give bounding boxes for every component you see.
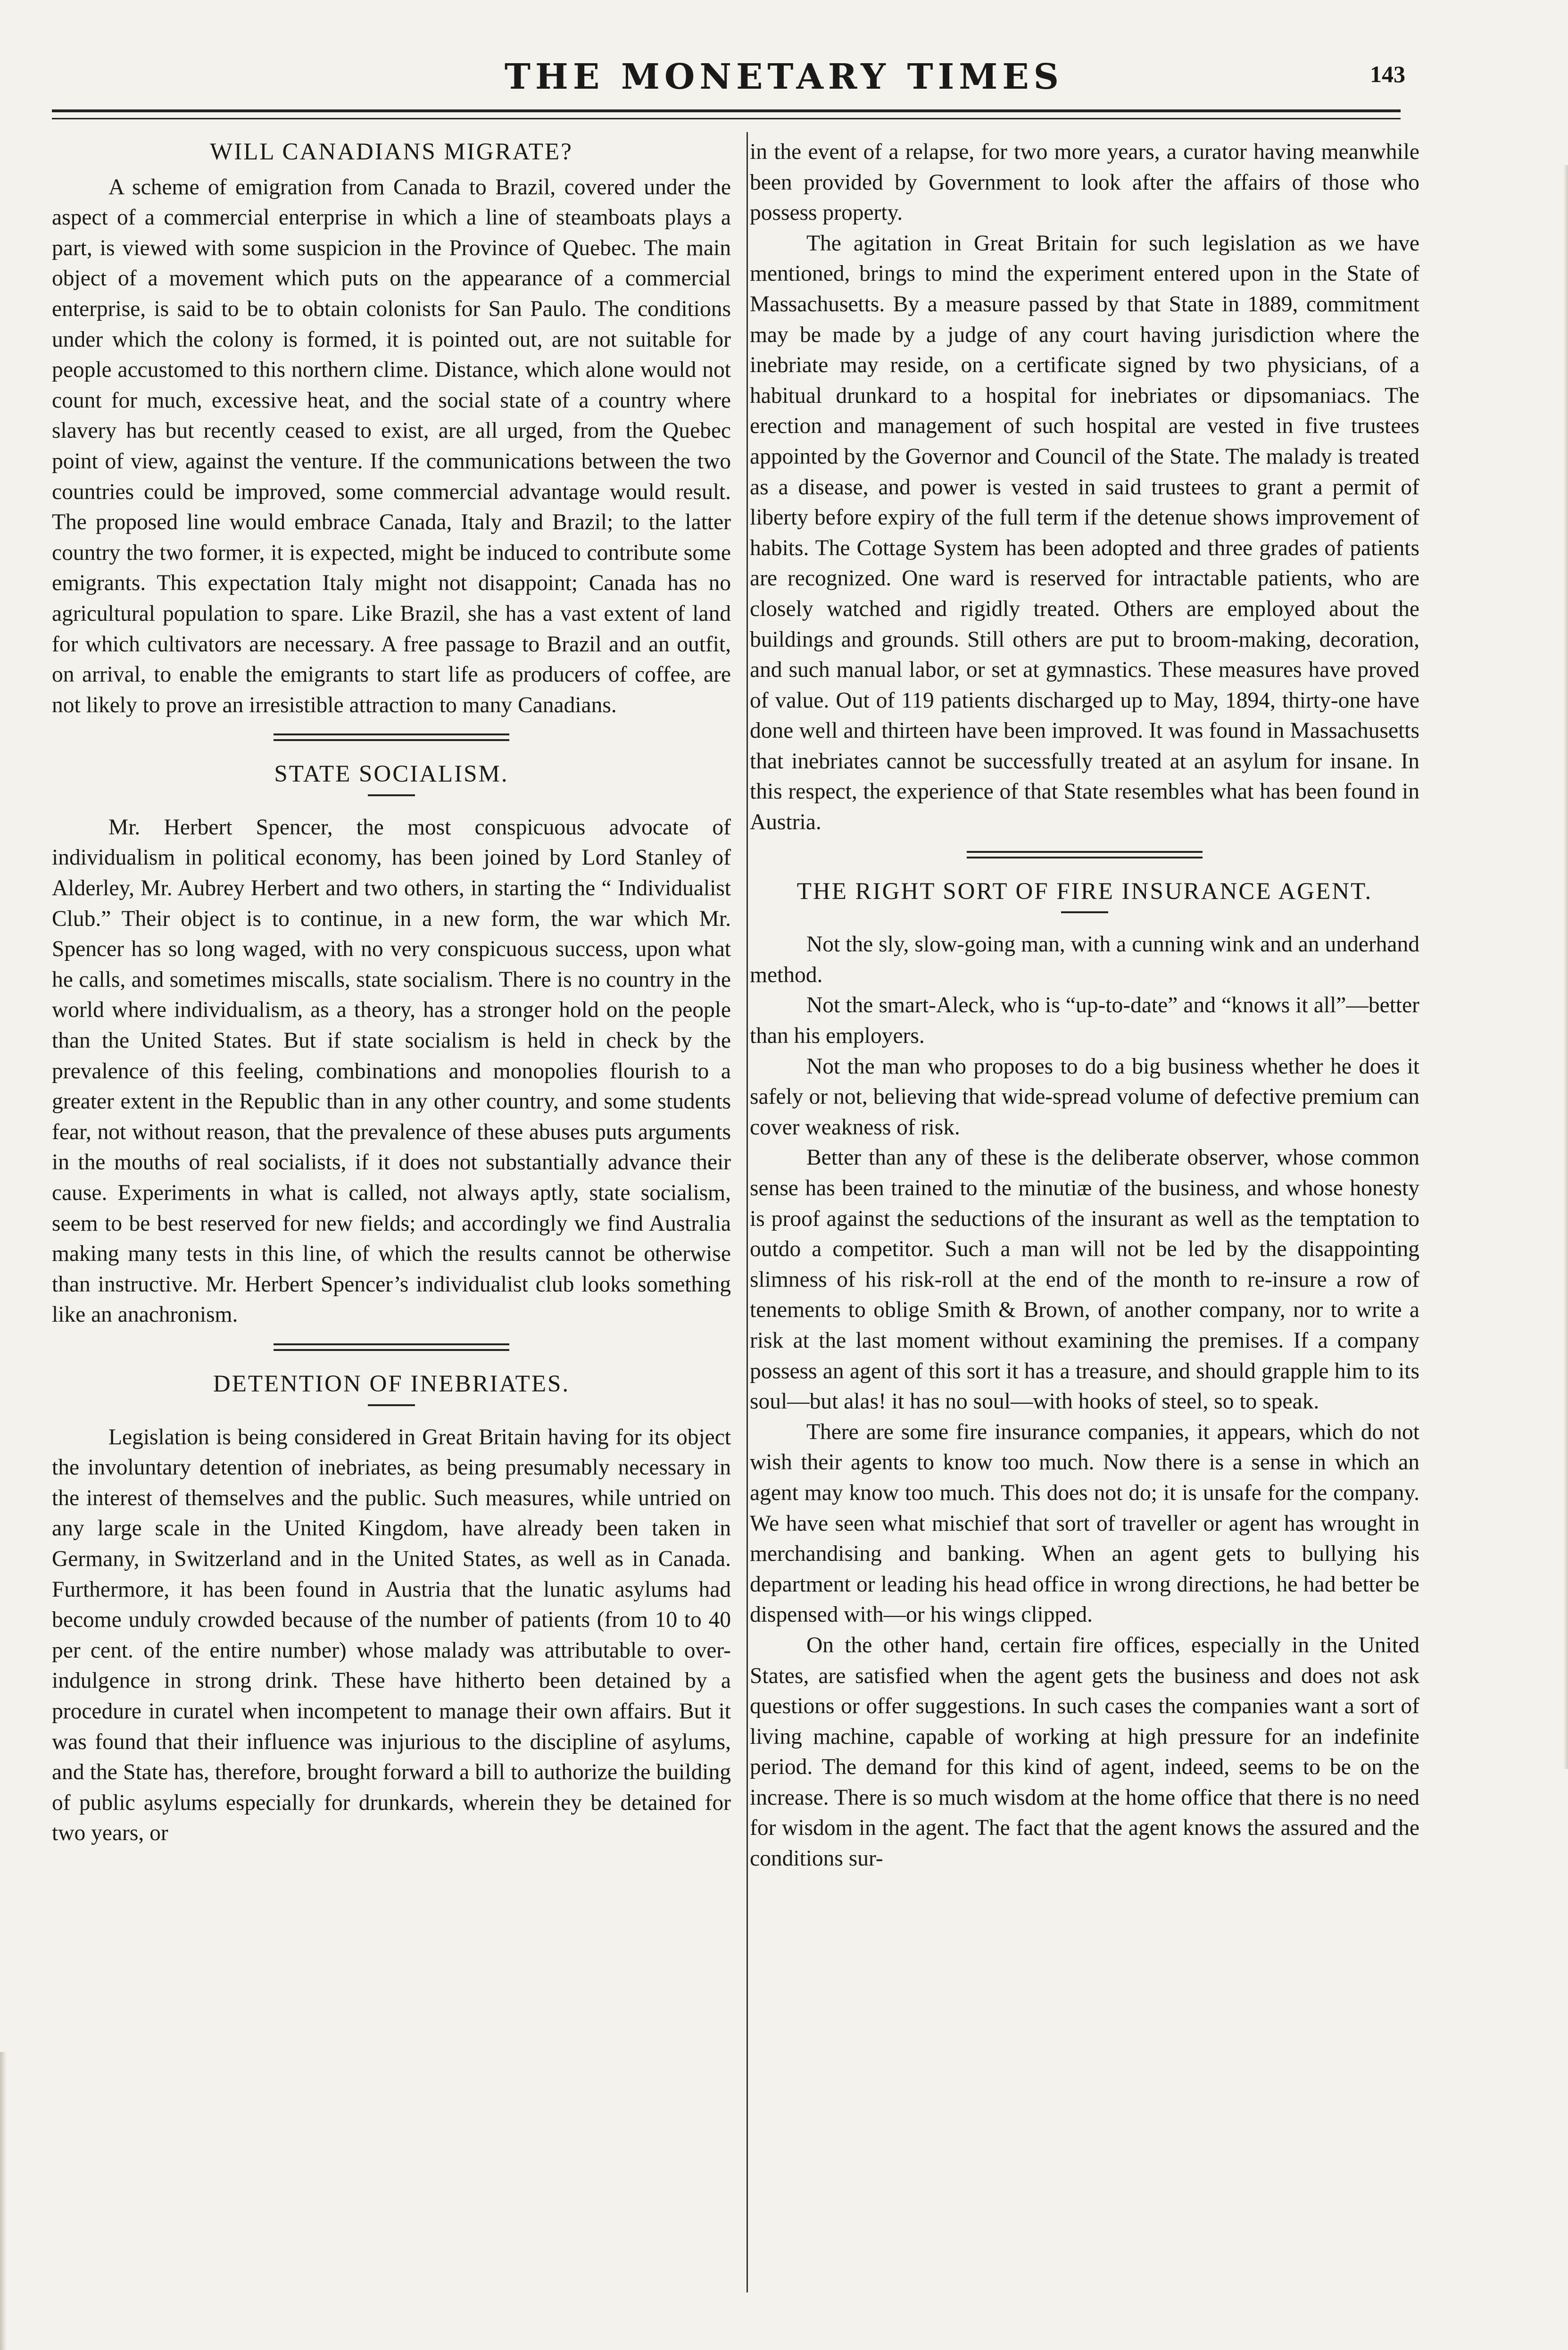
section-separator <box>967 851 1203 858</box>
article-paragraph: Not the man who proposes to do a big business whether he does it safely or not, believing that wide-spread volume of defective premium can cover weakness of risk. <box>750 1054 1419 1140</box>
section-separator <box>274 1343 509 1351</box>
article-heading: THE RIGHT SORT OF FIRE INSURANCE AGENT. <box>796 878 1373 905</box>
article-paragraph: Not the sly, slow-going man, with a cunning wink and an underhand method. <box>750 932 1419 987</box>
publication-title: THE MONETARY TIMES <box>504 57 1064 97</box>
article-paragraph: Better than any of these is the deliberate observer, whose common sense has been trained to the minutiæ of the business, and whose honesty is proof against the seductions of the insurant as well as the temptation to outdo a competitor. Such a man will not be led by the disappointing slimness of his risk-roll at the end of the month to re-insure a row of tenements to oblige Smith & Brown, of another company, nor to write a risk at the last moment without examining the premises. If a company possess an agent of this sort it has a treasure, and should grapple him to its soul—but alas! it has no soul—with hooks of steel, so to speak. <box>750 1145 1419 1414</box>
page-number: 143 <box>1370 61 1405 87</box>
article-state-socialism <box>52 759 731 1330</box>
article-paragraph: On the other hand, certain fire offices, especially in the United States, are satisfied when the agent gets the business and does not ask questions or offer suggestions. In such cases the companies want a sort of living machine, capable of working at high pressure for an indefinite period. The demand for this kind of agent, indeed, seems to be on the increase. There is so much wisdom at the home office that there is no need for wisdom in the agent. The fact that the agent knows the assured and the conditions sur- <box>750 1633 1419 1871</box>
masthead-rule-thin <box>52 118 1401 119</box>
section-separator <box>274 733 509 741</box>
article-paragraph: A scheme of emigration from Canada to Brazil, covered under the aspect of a commercial enterprise in which a line of steamboats plays a part, is viewed with some suspicion in the Province of Quebec. The main object of a movement which puts on the appearance of a commercial enterprise, is said to be to obtain colonists for San Paulo. The conditions under which the colony is formed, it is pointed out, are not suitable for people accustomed to this northern clime. Distance, which alone would not count for much, excessive heat, and the social state of a country where slavery has but recently ceased to exist, are all urged, from the Quebec point of view, against the venture. If the communications between the two countries could be improved, some commercial advantage would result. The proposed line would embrace Canada, Italy and Brazil; to the latter country the two former, it is expected, might be induced to contribute some emigrants. This expectation Italy might not disappoint; Canada has no agricultural population to spare. Like Brazil, she has a vast extent of land for which cultivators are necessary. A free passage to Brazil and an outfit, on arrival, to enable the emigrants to start life as producers of coffee, are not likely to prove an irresistible attraction to many Canadians. <box>52 175 731 717</box>
heading-rule <box>368 1404 415 1406</box>
article-paragraph: Not the smart-Aleck, who is “up-to-date” and “knows it all”—better than his employers. <box>750 993 1419 1049</box>
scan-edge-shadow-right <box>1563 165 1568 1769</box>
left-column <box>52 137 731 1849</box>
article-paragraph: in the event of a relapse, for two more years, a curator having meanwhile been provided by Government to look after the affairs of those who possess property. <box>750 140 1419 225</box>
article-heading: DETENTION OF INEBRIATES. <box>213 1370 570 1397</box>
scan-edge-shadow <box>0 2052 7 2350</box>
article-paragraph: Mr. Herbert Spencer, the most conspicuous advocate of individualism in political economy, has been joined by Lord Stanley of Alderley, Mr. Aubrey Herbert and two others, in starting the “ Individualist Club.” Their object is to continue, in a new form, the war which Mr. Spencer has so long waged, with no very conspicuous success, upon what he calls, and sometimes miscalls, state socialism. There is no country in the world where individualism, as a theory, has a stronger hold on the people than the United States. But if state socialism is held in check by the prevalence of this feeling, combinations and monopolies flourish to a greater extent in the Republic than in any other country, and some students fear, not without reason, that the prevalence of these abuses puts arguments in the mouths of real socialists, if it does not substantially advance their cause. Experiments in what is called, not always aptly, state socialism, seem to be best reserved for new fields; and accordingly we find Australia making many tests in this line, of which the results cannot be otherwise than instructive. Mr. Herbert Spencer’s individualist club looks something like an anachronism. <box>52 815 731 1327</box>
article-heading: STATE SOCIALISM. <box>274 761 509 788</box>
article-paragraph: There are some fire insurance companies, it appears, which do not wish their agents to know too much. Now there is a sense in which an agent may know too much. This does not do; it is unsafe for the company. We have seen what mischief that sort of traveller or agent has wrought in merchandising and banking. When an agent gets to bullying his department or leading his head office in wrong directions, he had better be dispensed with—or his wings clipped. <box>750 1419 1419 1627</box>
masthead-rule-thick <box>52 109 1401 112</box>
article-paragraph: The agitation in Great Britain for such legislation as we have mentioned, brings to mind the experiment entered upon in the State of Massachusetts. By a measure passed by that State in 1889, commitment may be made by a judge of any court having jurisdiction where the inebriate may reside, on a certificate signed by two physicians, of a habitual drunkard to a hospital for inebriates or dipsomaniacs. The erection and management of such hospital are vested in five trustees appointed by the Governor and Council of the State. The malady is treated as a disease, and power is vested in said trustees to grant a permit of liberty before expiry of the full term if the detenue shows improvement of habits. The Cottage System has been adopted and three grades of patients are recognized. One ward is reserved for intractable patients, who are closely watched and rigidly treated. Others are employed about the buildings and grounds. Still others are put to broom-making, decoration, and such manual labor, or set at gymnastics. These measures have proved of value. Out of 119 patients discharged up to May, 1894, thirty-one have done well and thirteen have been improved. It was found in Massachusetts that inebriates cannot be successfully treated at an asylum for insane. In this respect, the experience of that State resembles what has been found in Austria. <box>750 231 1419 835</box>
article-will-canadians-migrate <box>52 137 731 720</box>
article-fire-insurance-agent <box>750 876 1419 1874</box>
article-detention-continued <box>750 137 1419 838</box>
heading-rule <box>368 794 415 796</box>
column-divider <box>747 132 748 2292</box>
heading-rule <box>1061 911 1108 913</box>
right-column <box>750 137 1419 1874</box>
article-detention-of-inebriates <box>52 1369 731 1849</box>
article-paragraph: Legislation is being considered in Great Britain having for its object the involuntary detention of inebriates, as being presumably necessary in the interest of themselves and the public. Such measures, while untried on any large scale in the United Kingdom, have already been taken in Germany, in Switzerland and in the United States, as well as in Canada. Furthermore, it has been found in Austria that the lunatic asylums had become unduly crowded because of the number of patients (from 10 to 40 per cent. of the entire number) whose malady was attributable to over-indulgence in strong drink. These have hitherto been detained by a procedure in curatel when incompetent to manage their own affairs. But it was found that their influence was injurious to the discipline of asylums, and the State has, therefore, brought forward a bill to authorize the building of public asylums especially for drunkards, wherein they be detained for two years, or <box>52 1425 731 1846</box>
masthead <box>0 57 1568 108</box>
article-heading: WILL CANADIANS MIGRATE? <box>210 139 573 165</box>
